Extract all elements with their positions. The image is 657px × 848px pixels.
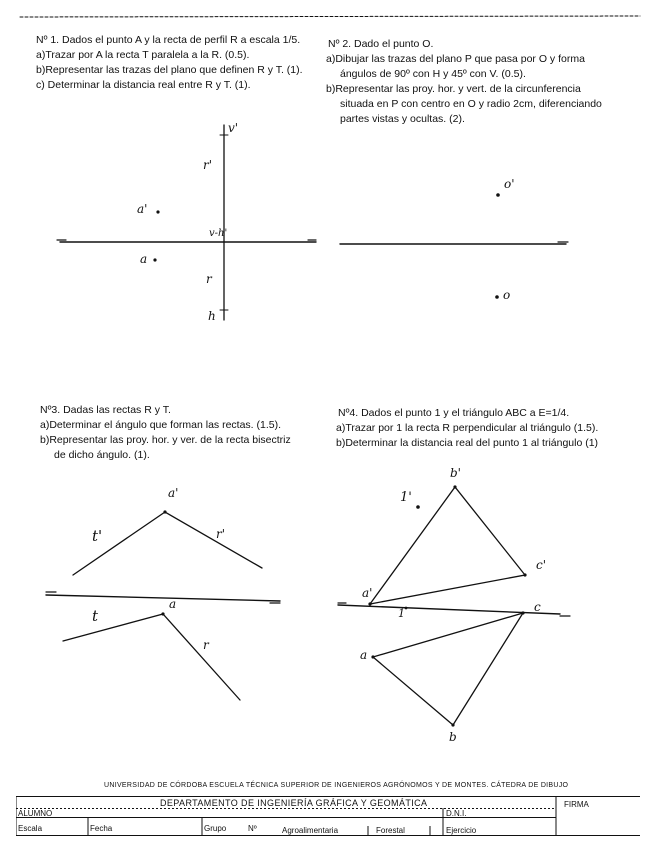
label-a-prime-4: a' (362, 586, 373, 600)
problem-2-line-a2: ángulos de 90º con H y 45º con V. (0.5). (340, 68, 526, 80)
label-o: o (503, 288, 511, 302)
problem-2-line-b2: situada en P con centro en O y radio 2cm, diferenciando (340, 98, 602, 110)
problem-2-line-b: b)Representar las proy. hor. y vert. de la circunferencia (326, 83, 581, 95)
escala-label: Escala (18, 824, 43, 833)
firma-label: FIRMA (564, 800, 589, 809)
label-c: c (534, 600, 541, 614)
problem-3-line-a: a)Determinar el ángulo que forman las rectas. (1.5). (40, 419, 282, 431)
dni-label: D.N.I. (446, 809, 467, 818)
title-block (16, 796, 640, 836)
label-1-prime: 1' (400, 490, 412, 505)
label-c-prime: c' (536, 558, 547, 572)
triangle-vertical-projection (370, 487, 525, 604)
problem-4-ground-line (338, 605, 560, 614)
label-a-3: a (169, 597, 177, 611)
problem-3-line-b: b)Representar las proy. hor. y ver. de la recta bisectriz (40, 434, 291, 446)
label-r-prime: r' (203, 158, 213, 172)
problem-2-title: Nº 2. Dado el punto O. (328, 38, 434, 50)
problem-2-line-b3: partes vistas y ocultas. (2). (340, 113, 465, 125)
label-a-prime: a' (137, 202, 148, 216)
point-a-3 (161, 612, 164, 615)
problem-3-line-b2: de dicho ángulo. (1). (54, 449, 150, 461)
problem-4-line-a: a)Trazar por 1 la recta R perpendicular al triángulo (1.5). (336, 422, 599, 434)
department-name: DEPARTAMENTO DE INGENIERÍA GRÁFICA Y GEOMÁTICA (160, 798, 428, 808)
problem-1-title: Nº 1. Dados el punto A y la recta de perfil R a escala 1/5. (36, 34, 301, 46)
label-r-prime-3: r' (216, 527, 226, 541)
problem-1-line-c: c) Determinar la distancia real entre R y T. (1). (36, 79, 251, 91)
numero-label: Nº (248, 824, 257, 833)
problem-2-line-a: a)Dibujar las trazas del plano P que pasa por O y forma (326, 53, 585, 65)
problem-3-title: Nº3. Dadas las rectas R y T. (40, 404, 171, 416)
university-header: UNIVERSIDAD DE CÓRDOBA ESCUELA TÉCNICA SUPERIOR DE INGENIEROS AGRÓNOMOS Y DE MONTES. CÁTEDRA DE DIBUJO (104, 782, 569, 789)
problem-1-line-a: a)Trazar por A la recta T paralela a la R. (0.5). (36, 49, 250, 61)
label-a: a (140, 252, 148, 266)
point-o (495, 295, 499, 299)
grupo-label: Grupo (204, 824, 227, 833)
problem-1-line-b: b)Representar las trazas del plano que definen R y T. (1). (36, 64, 303, 76)
problem-4-title: Nº4. Dados el punto 1 y el triángulo ABC a E=1/4. (338, 407, 570, 419)
label-o-prime: o' (504, 177, 515, 191)
label-r-3: r (203, 638, 209, 652)
line-t-r-horizontal (63, 614, 240, 700)
label-v-prime: v' (228, 121, 239, 135)
label-t-prime: t' (92, 527, 103, 545)
alumno-label: ALUMNO (18, 809, 53, 818)
agroalimentaria-label: Agroalimentaria (282, 826, 339, 835)
label-v-h: v-h' (209, 228, 228, 239)
label-t: t (92, 607, 99, 625)
point-a (153, 258, 156, 261)
fecha-label: Fecha (90, 824, 113, 833)
sheet-top-border (20, 16, 640, 17)
label-b: b (449, 730, 457, 744)
triangle-horizontal-projection (373, 613, 523, 725)
label-r: r (206, 272, 212, 286)
point-a-prime-3 (163, 510, 166, 513)
label-1: 1 (398, 607, 405, 620)
label-a-4: a (360, 648, 368, 662)
point-a-prime (156, 210, 159, 213)
label-b-prime: b' (450, 466, 461, 480)
label-h: h (208, 309, 216, 323)
problem-3-ground-line (46, 595, 280, 601)
ejercicio-label: Ejercicio (446, 826, 477, 835)
problem-4-line-b: b)Determinar la distancia real del punto 1 al triángulo (1) (336, 437, 599, 449)
forestal-label: Forestal (376, 826, 405, 835)
label-a-prime-3: a' (168, 486, 179, 500)
point-o-prime (496, 193, 500, 197)
point-1-prime (416, 505, 420, 509)
